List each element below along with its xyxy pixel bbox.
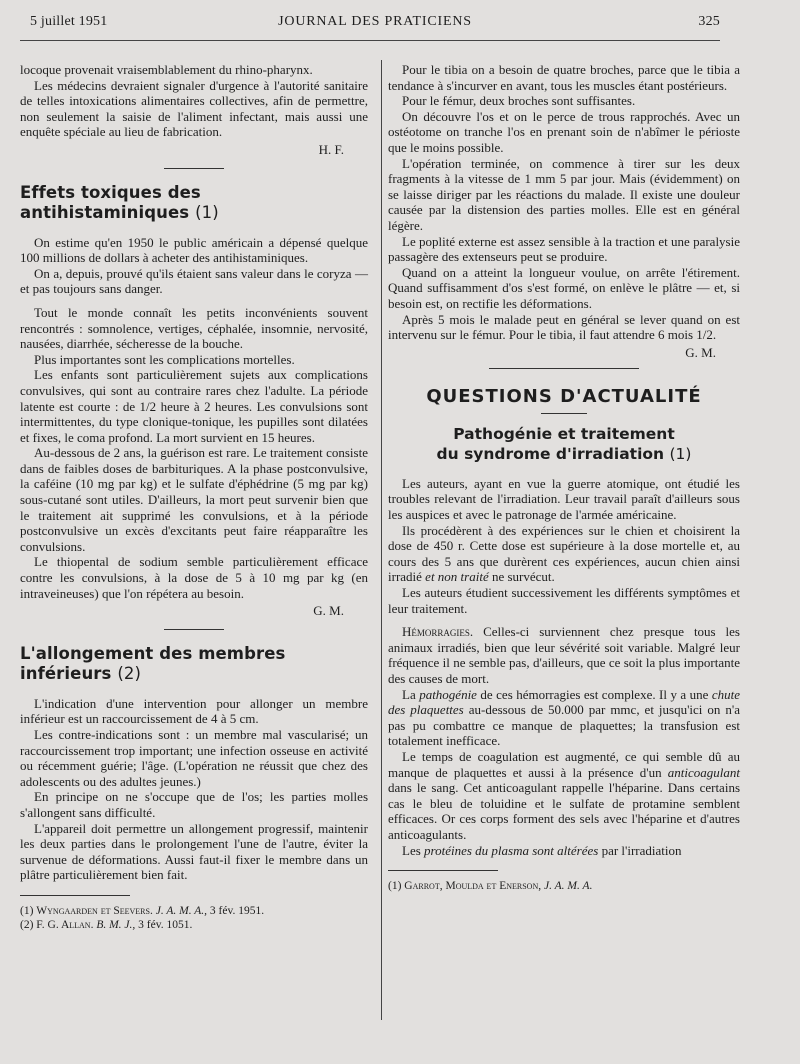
limb-cont-paragraph-6: Quand on a atteint la longueur voulue, on arrête l'étirement. Quand suffisamment d'os s'est formé, on enlève le plâtre — et, si besoin est, on rectifie les déformations. <box>388 264 740 311</box>
section-separator <box>489 368 639 369</box>
antihistamine-title-text: Effets toxiques des antihistaminiques <box>20 182 201 222</box>
coagulation-paragraph: Le temps de coagulation est augmenté, ce qui semble dû au manque de plaquettes et aussi à la présence d'un anticoagulant dans le sang. Cet anticoagulant rappelle l'héparine. Dans certains cas le bleu de toluidine et le sulfate de protamine semblent efficaces. Or ces corps forment des sels avec l'héparine et d'autres anticoagulants. <box>388 748 740 842</box>
limb-cont-paragraph-5: Le poplité externe est assez sensible à la traction et une paralysie passagère des extenseurs peut se produire. <box>388 233 740 265</box>
footnote-rule <box>388 870 498 871</box>
limb-paragraph-4: L'appareil doit permettre un allongement progressif, maintenir les deux parties dans le prolongement l'une de l'autre, éviter la survenue de déformations. Aussi faut-il fixer le membre dans un plâtre particulièrement bien fait. <box>20 820 368 883</box>
footnote-rule <box>20 895 130 896</box>
antihistamine-paragraph-5: Les enfants sont particulièrement sujets aux complications convulsives, qui sont au contraire rares chez l'adulte. La période latente est courte : de 1/2 heure à 2 heures. Les convulsions sont intermittentes, du type clonique-tonique, les pupilles sont dilatées et fixes, le coma profond. La mort survient en 15 heures. <box>20 367 368 445</box>
limb-title-text: L'allongement des membres inférieurs <box>20 643 286 683</box>
heading-underline <box>541 413 587 414</box>
antihistamine-paragraph-6: Au-dessous de 2 ans, la guérison est rare. Le traitement consiste dans de faibles doses de barbituriques. A la phase postconvulsive, la caféine (10 mg par kg) et le sulfate d'éphédrine (5 mg par kg) sous-cutané sont utiles. D'ailleurs, la mort peut survenir bien que le traitement ait supprimé les convulsions, et à la période postconvulsive un excès d'excitants peut faire réapparaître les convulsions. <box>20 445 368 554</box>
header-date: 5 juillet 1951 <box>30 14 108 29</box>
antihistamine-paragraph-7: Le thiopental de sodium semble particulièrement efficace contre les convulsions, à la dose de 5 à 10 mg par kg (en intraveineuses) que l'on répétera au besoin. <box>20 554 368 601</box>
intro-paragraph-1: locoque provenait vraisemblablement du rhino-pharynx. <box>20 62 313 77</box>
irradiation-paragraph-2: Ils procédèrent à des expériences sur le chien et choisirent la dose de 450 r. Cette dose est supérieure à la dose mortelle et, au cours des 5 ans que durèrent ces expériences, aucun chien ainsi irradié et non traité ne survécut. <box>388 522 740 585</box>
irradiation-title-line-2: du syndrome d'irradiation <box>436 444 665 463</box>
right-column <box>388 62 740 893</box>
limb-cont-paragraph-1: Pour le tibia on a besoin de quatre broches, parce que le tibia a tendance à s'incurver en avant, tous les muscles étant postérieurs. <box>388 62 740 93</box>
antihistamine-paragraph-4: Plus importantes sont les complications mortelles. <box>34 351 295 367</box>
plasma-proteins-paragraph: Les protéines du plasma sont altérées par l'irradiation <box>402 842 682 858</box>
irradiation-paragraph-1: Les auteurs, ayant en vue la guerre atomique, ont étudié les troubles relevant de l'irradiation. Leur travail paraît d'ailleurs sous les auspices et avec le patronage de l'armée américaine. <box>388 475 740 523</box>
limb-cont-signature: G. M. <box>685 344 716 360</box>
intro-signature: H. F. <box>318 141 344 157</box>
pathogenesis-paragraph: La pathogénie de ces hémorragies est complexe. Il y a une chute des plaquettes au-dessous de 50.000 par mmc, et jusqu'ici on n'a pas pu combattre ce manque de plaquettes; la transfusion est totalement inefficace. <box>388 686 741 749</box>
section-separator <box>164 629 224 630</box>
footnote-irradiation: (1) Garrot, Moulda et Enerson, J. A. M. A. <box>388 880 593 893</box>
limb-cont-paragraph-2: Pour le fémur, deux broches sont suffisantes. <box>402 93 636 109</box>
antihistamine-paragraph-1: On estime qu'en 1950 le public américain a dépensé quelque 100 millions de dollars à acheter des antihistaminiques. <box>20 234 368 266</box>
journal-title: JOURNAL DES PRATICIENS <box>278 14 472 29</box>
limb-paragraph-3: En principe on ne s'occupe que de l'os; les parties molles s'allongent sans difficulté. <box>20 789 368 820</box>
column-divider <box>381 60 382 1020</box>
antihistamine-paragraph-2: On a, depuis, prouvé qu'ils étaient sans valeur dans le coryza — et pas toujours sans danger. <box>20 265 368 297</box>
limb-title-ref: (2) <box>117 663 142 683</box>
limb-lengthening-article-title <box>20 644 368 684</box>
limb-cont-paragraph-3: On découvre l'os et on le perce de trous rapprochés. Avec un ostéotome on tranche l'os en prenant soin de n'abîmer le périoste que le moins possible. <box>388 108 740 155</box>
limb-paragraph-2: Les contre-indications sont : un membre mal vascularisé; un raccourcissement trop important; une infection osseuse en activité ou récemment guérie; l'âge. (L'opération ne réussit que chez des adolescents ou des adultes jeunes.) <box>20 727 368 789</box>
antihistamine-signature: G. M. <box>313 603 344 619</box>
limb-cont-paragraph-7: Après 5 mois le malade peut en général se lever quand on est intervenu sur le fémur. Pour le tibia, il faut attendre 6 mois 1/2. <box>388 311 740 343</box>
questions-actualite-heading: QUESTIONS D'ACTUALITÉ <box>426 386 702 408</box>
limb-paragraph-1: L'indication d'une intervention pour allonger un membre inférieur est un raccourcissement de 4 à 5 cm. <box>20 695 368 727</box>
antihistamine-title-ref: (1) <box>195 202 219 222</box>
irradiation-title-line-1: Pathogénie et traitement <box>453 424 675 443</box>
antihistamine-paragraph-3: Tout le monde connaît les petits inconvénients souvent rencontrés : somnolence, vertiges, céphalée, insomnie, nervosité, nausées, diarrhée, sécheresse de la bouche. <box>20 304 368 352</box>
limb-cont-paragraph-4: L'opération terminée, on commence à tirer sur les deux fragments à la vitesse de 1 mm 5 par jour. Mais (évidemment) on se laisse diriger par les réactions du malade. Il existe une douleur causée par la distension des parties molles. Elle est en général légère. <box>388 155 740 233</box>
running-header <box>30 14 720 34</box>
section-separator <box>164 168 224 169</box>
hemorrhage-paragraph: Hémorragies. Celles-ci surviennent chez presque tous les animaux irradiés, bien que leur sévérité soit variable. Malgré leur fréquence il ne semble pas, d'ailleurs, que ce soit la plus importante des causes de mort. <box>388 624 740 686</box>
intro-paragraph-2: Les médecins devraient signaler d'urgence à l'autorité sanitaire de telles intoxications alimentaires collectives, afin de permettre, non seulement la saisie de l'aliment infectant, mais aussi une enquête spéciale au lieu de fabrication. <box>20 77 368 140</box>
page-number: 325 <box>698 14 720 29</box>
irradiation-article-title <box>388 424 740 464</box>
footnote-2: (2) F. G. Allan. B. M. J., 3 fév. 1051. <box>20 918 193 931</box>
antihistamine-article-title <box>20 183 368 223</box>
footnote-1: (1) Wyngaarden et Seevers. J. A. M. A., 3 fév. 1951. <box>20 904 265 917</box>
irradiation-paragraph-3: Les auteurs étudient successivement les différents symptômes et leur traitement. <box>388 585 740 616</box>
header-rule <box>20 40 720 41</box>
left-column <box>20 62 368 932</box>
irradiation-title-ref: (1) <box>669 444 692 463</box>
